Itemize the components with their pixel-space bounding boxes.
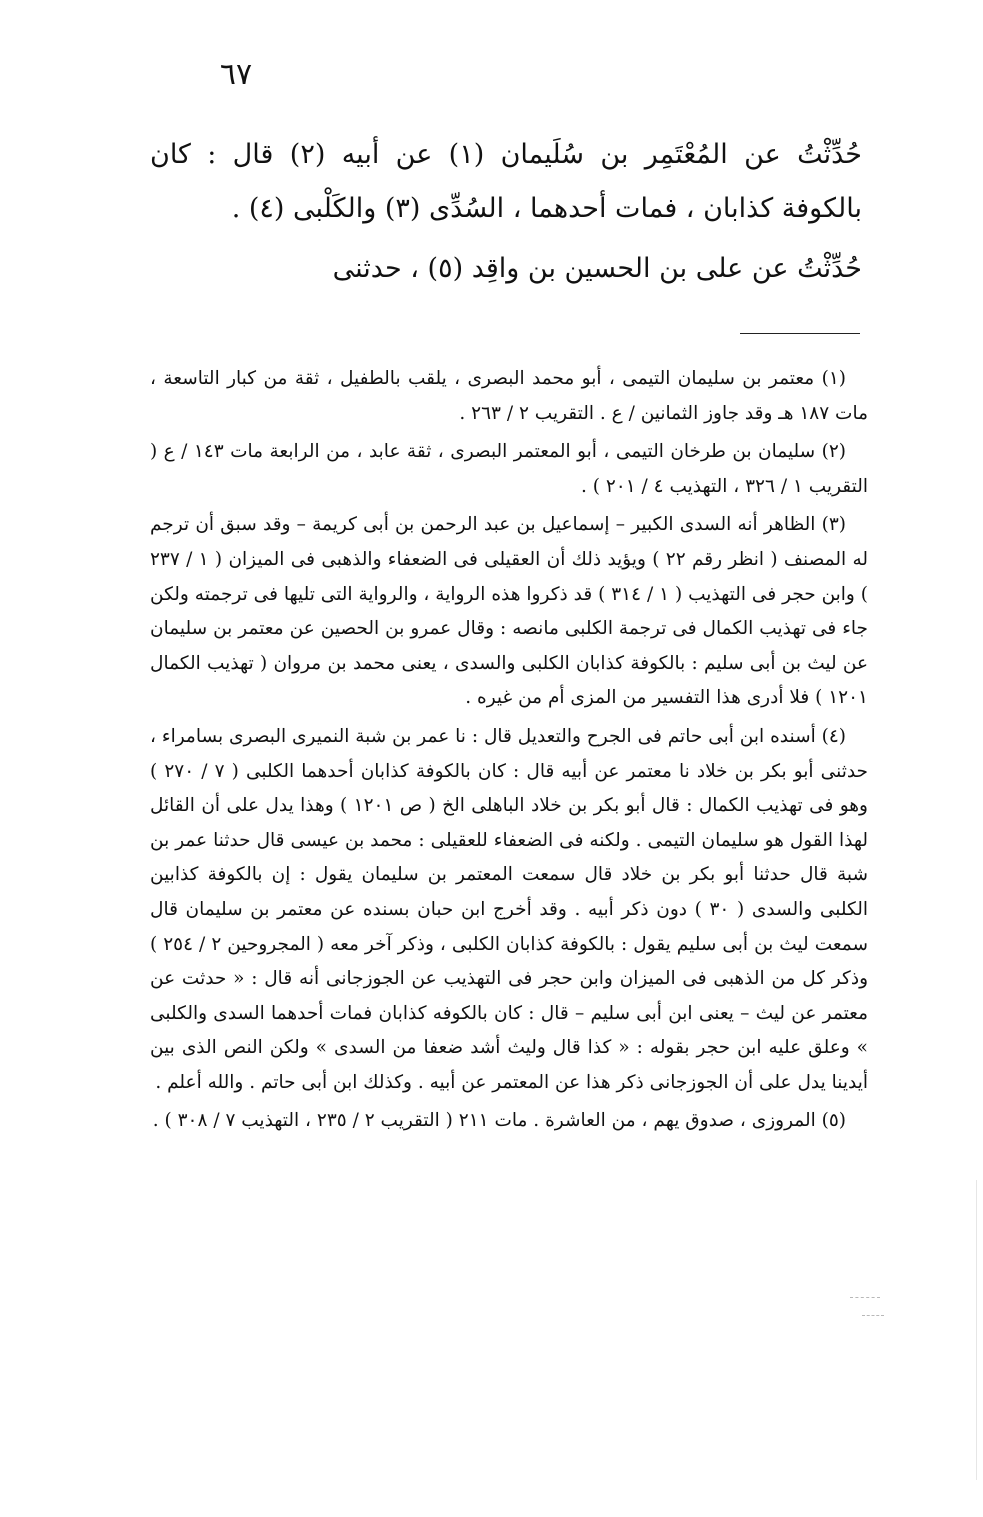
- footnote-1: (١) معتمر بن سليمان التيمى ، أبو محمد البصرى ، يلقب بالطفيل ، ثقة من كبار التاسعة ، مات ١٨٧ هـ وقد جاوز الثمانين / ع . التقريب ٢ / ٢٦٣ .: [150, 368, 868, 424]
- footnote-5: (٥) المروزى ، صدوق يهم ، من العاشرة . مات ٢١١ ( التقريب ٢ / ٢٣٥ ، التهذيب ٧ / ٣٠٨ ) .: [152, 1110, 846, 1132]
- footnote-separator: [740, 333, 860, 334]
- scan-edge-line: [976, 1180, 977, 1480]
- main-text: [150, 128, 862, 302]
- footnote-2: (٢) سليمان بن طرخان التيمى ، أبو المعتمر البصرى ، ثقة عابد ، من الرابعة مات ١٤٣ / ع ( التقريب ١ / ٣٢٦ ، التهذيب ٤ / ٢٠١ ) .: [150, 441, 868, 497]
- main-paragraph: حُدِّثْتُ عن المُعْتَمِر بن سُلَيمان (١) عن أبيه (٢) قال : كان بالكوفة كذابان ، فمات أحدهما ، السُدِّى (٣) والكَلْبى (٤) .: [150, 139, 862, 224]
- page-number: ٦٧: [219, 57, 253, 92]
- footnote-4: (٤) أسنده ابن أبى حاتم فى الجرح والتعديل قال : نا عمر بن شبة النميرى البصرى بسامراء ، حدثنى أبو بكر بن خلاد نا معتمر عن أبيه قال : كان بالكوفة كذابان أحدهما الكلبى ( ٧ / ٢٧٠ ) وهو فى تهذيب الكمال : قال أبو بكر بن خلاد الباهلى الخ ( ص ١٢٠١ ) وهذا يدل على أن القائل لهذا القول هو سليمان التيمى . ولكنه فى الضعفاء للعقيلى : محمد بن عيسى قال حدثنا عمر بن شبة قال حدثنا أبو بكر بن خلاد قال سمعت المعتمر بن سليمان يقول : إن بالكوفة كذابين الكلبى والسدى ( ٣٠ ) دون ذكر أبيه . وقد أخرج ابن حبان بسنده عن معتمر بن سليمان قال سمعت ليث بن أبى سليم يقول : بالكوفة كذابان الكلبى ، وذكر آخر معه ( المجروحين ٢ / ٢٥٤ ) وذكر كل من الذهبى فى الميزان وابن حجر فى التهذيب عن الجوزجانى أنه قال : « حدثت عن معتمر عن ليث – يعنى ابن أبى سليم – قال : كان بالكوفه كذابان فمات أحدهما السدى والكلبى » وعلق عليه ابن حجر بقوله : « كذا قال وليث أشد ضعفا من السدى » ولكن النص الذى بين أيدينا يدل على أن الجوزجانى ذكر هذا عن المعتمر عن أبيه . وكذلك ابن أبى حاتم . والله أعلم .: [150, 725, 868, 1093]
- scan-artifact-mark: [850, 1297, 880, 1298]
- scan-artifact-mark: [862, 1315, 884, 1316]
- footnote-3: (٣) الظاهر أنه السدى الكبير – إسماعيل بن عبد الرحمن بن أبى كريمة – وقد سبق أن ترجم له المصنف ( انظر رقم ٢٢ ) ويؤيد ذلك أن العقيلى فى الضعفاء والذهبى فى الميزان ( ١ / ٢٣٧ ) وابن حجر فى التهذيب ( ١ / ٣١٤ ) قد ذكروا هذه الرواية ، والرواية التى تليها فى ترجمته ولكن جاء فى تهذيب الكمال فى ترجمة الكلبى مانصه : وقال عمرو بن الحصين عن معتمر بن سليمان عن ليث بن أبى سليم : بالكوفة كذابان الكلبى والسدى ، يعنى محمد بن مروان ( تهذيب الكمال ١٢٠١ ) فلا أدرى هذا التفسير من المزى أم من غيره .: [150, 514, 869, 709]
- main-paragraph: حُدِّثْتُ عن على بن الحسين بن واقِد (٥) ، حدثنى: [332, 253, 862, 284]
- footnotes: [150, 362, 868, 1143]
